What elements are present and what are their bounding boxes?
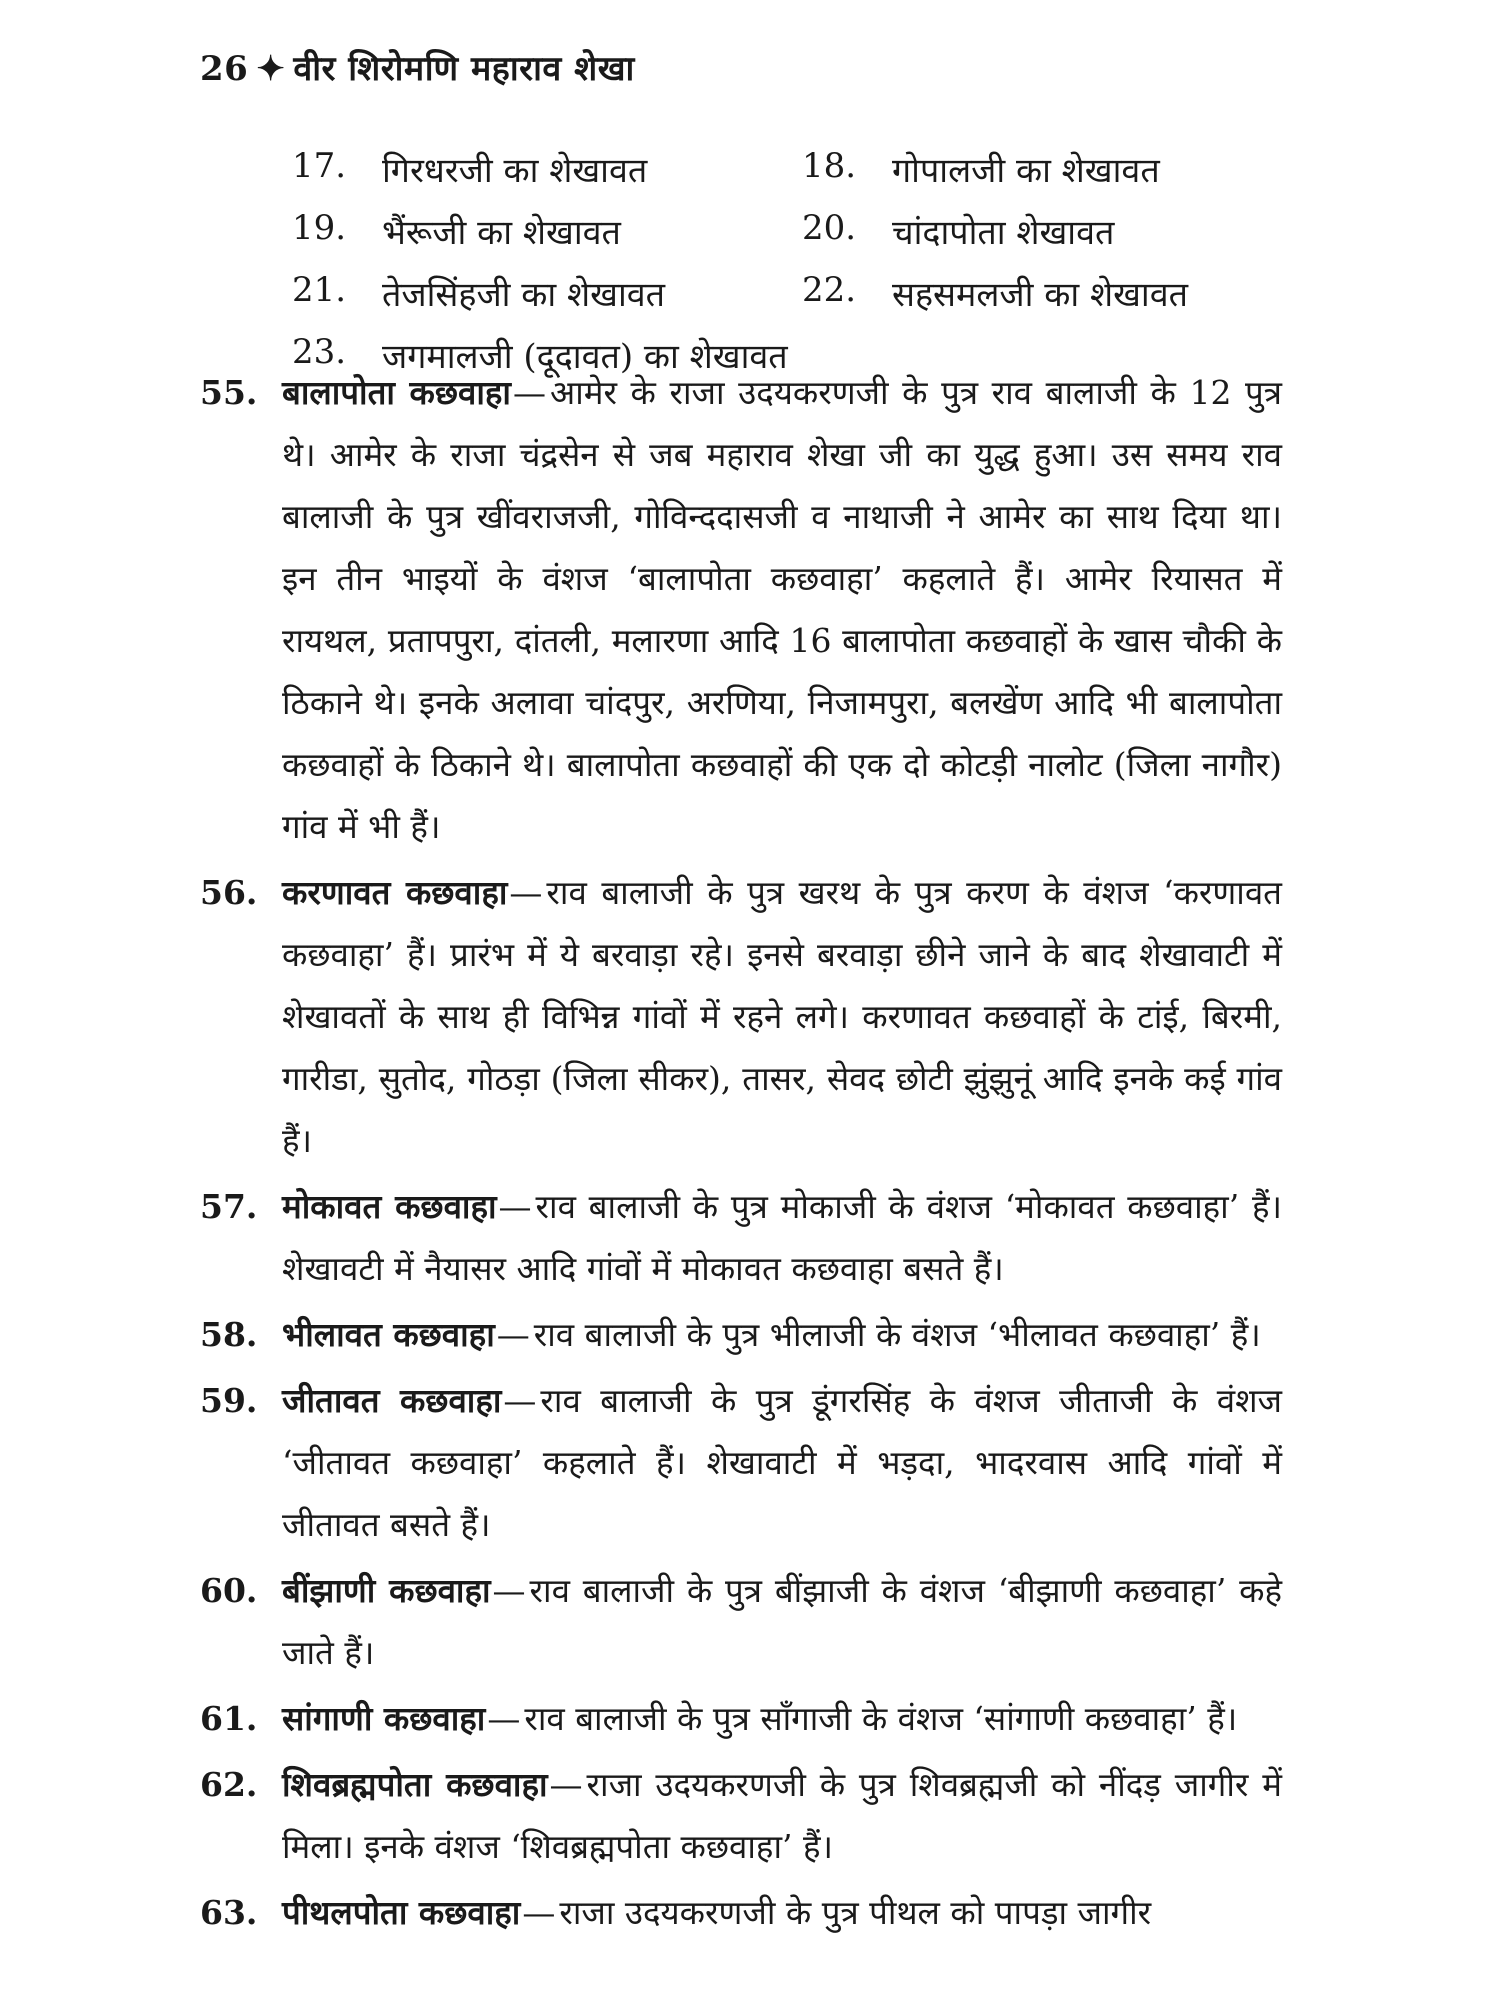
- em-dash: —: [512, 373, 546, 412]
- entry-body: [282, 362, 1282, 858]
- entry-body: [282, 862, 1282, 1172]
- entry-body: [282, 1882, 1282, 1944]
- sub-clan-list: [292, 138, 1312, 386]
- entry-title: सांगाणी कछवाहा: [282, 1699, 486, 1738]
- page-header: [200, 44, 635, 90]
- entry-number: 60.: [200, 1571, 258, 1610]
- em-dash: —: [496, 1315, 530, 1354]
- entry-title: बींझाणी कछवाहा: [282, 1571, 491, 1610]
- entry-title: करणावत कछवाहा: [282, 873, 508, 912]
- entry-text: राव बालाजी के पुत्र खरथ के पुत्र करण के वंशज ‘करणावत कछवाहा’ हैं। प्रारंभ में ये बरवाड़ा रहे। इनसे बरवाड़ा छीने जाने के बाद शेखावाटी में शेखावतों के साथ ही विभिन्न गांवों में रहने लगे। करणावत कछवाहों के टांई, बिरमी, गारीडा, सुतोद, गोठड़ा (जिला सीकर), तासर, सेवद छोटी झुंझुनूं आदि इनके कई गांव हैं।: [282, 873, 1282, 1160]
- entry-title: शिवब्रह्मपोता कछवाहा: [282, 1765, 548, 1804]
- entry-title: पीथलपोता कछवाहा: [282, 1893, 521, 1932]
- sub-list-item: 17. गिरधरजी का शेखावत: [292, 146, 648, 191]
- page-number: 26: [200, 49, 249, 89]
- clan-entry: [200, 1754, 1290, 1878]
- clan-entry: [200, 1176, 1290, 1300]
- entry-text: राव बालाजी के पुत्र भीलाजी के वंशज ‘भीलावत कछवाहा’ हैं।: [533, 1315, 1261, 1354]
- em-dash: —: [522, 1893, 556, 1932]
- clan-entry: [200, 1882, 1290, 1944]
- sub-list-item: 22. सहसमलजी का शेखावत: [802, 270, 1188, 315]
- clan-entry: [200, 362, 1290, 858]
- em-dash: —: [503, 1381, 537, 1420]
- entry-title: भीलावत कछवाहा: [282, 1315, 495, 1354]
- sub-list-row: [292, 138, 1312, 200]
- entry-text: राजा उदयकरणजी के पुत्र शिवब्रह्मजी को नींदड़ जागीर में मिला। इनके वंशज ‘शिवब्रह्मपोता कछवाहा’ हैं।: [282, 1765, 1282, 1866]
- sub-list-item: 19. भैंरूजी का शेखावत: [292, 208, 621, 253]
- entry-title: जीतावत कछवाहा: [282, 1381, 502, 1420]
- clan-entry: [200, 1304, 1290, 1366]
- entry-title: मोकावत कछवाहा: [282, 1187, 497, 1226]
- entry-body: [282, 1176, 1282, 1300]
- entry-text: राव बालाजी के पुत्र डूंगरसिंह के वंशज जीताजी के वंशज ‘जीतावत कछवाहा’ कहलाते हैं। शेखावाटी में भड़दा, भादरवास आदि गांवों में जीतावत बसते हैं।: [282, 1381, 1283, 1544]
- entry-number: 59.: [200, 1381, 258, 1420]
- sub-list-item: 20. चांदापोता शेखावत: [802, 208, 1115, 253]
- em-dash: —: [492, 1571, 526, 1610]
- entry-number: 63.: [200, 1893, 258, 1932]
- entry-number: 57.: [200, 1187, 258, 1226]
- em-dash: —: [549, 1765, 583, 1804]
- sub-list-row: [292, 200, 1312, 262]
- entry-number: 62.: [200, 1765, 258, 1804]
- entry-number: 55.: [200, 373, 258, 412]
- entry-number: 56.: [200, 873, 258, 912]
- em-dash: —: [487, 1699, 521, 1738]
- entry-title: बालापोता कछवाहा: [282, 373, 511, 412]
- star-separator-icon: ✦: [256, 49, 286, 89]
- entry-body: [282, 1688, 1282, 1750]
- entry-text: राव बालाजी के पुत्र मोकाजी के वंशज ‘मोकावत कछवाहा’ हैं। शेखावटी में नैयासर आदि गांवों में मोकावत कछवाहा बसते हैं।: [282, 1187, 1282, 1288]
- clan-entries: [200, 362, 1290, 1948]
- entry-text: राजा उदयकरणजी के पुत्र पीथल को पापड़ा जागीर: [559, 1893, 1152, 1932]
- entry-text: आमेर के राजा उदयकरणजी के पुत्र राव बालाजी के 12 पुत्र थे। आमेर के राजा चंद्रसेन से जब महाराव शेखा जी का युद्ध हुआ। उस समय राव बालाजी के पुत्र खींवराजजी, गोविन्ददासजी व नाथाजी ने आमेर का साथ दिया था। इन तीन भाइयों के वंशज ‘बालापोता कछवाहा’ कहलाते हैं। आमेर रियासत में रायथल, प्रतापपुरा, दांतली, मलारणा आदि 16 बालापोता कछवाहों के खास चौकी के ठिकाने थे। इनके अलावा चांदपुर, अरणिया, निजामपुरा, बलखेंण आदि भी बालापोता कछवाहों के ठिकाने थे। बालापोता कछवाहों की एक दो कोटड़ी नालोट (जिला नागौर) गांव में भी हैं।: [282, 373, 1282, 846]
- sub-list-item: 21. तेजसिंहजी का शेखावत: [292, 270, 666, 315]
- book-title: वीर शिरोमणि महाराव शेखा: [293, 49, 635, 89]
- entry-body: [282, 1304, 1282, 1366]
- entry-text: राव बालाजी के पुत्र बींझाजी के वंशज ‘बीझाणी कछवाहा’ कहे जाते हैं।: [282, 1571, 1282, 1672]
- entry-text: राव बालाजी के पुत्र साँगाजी के वंशज ‘सांगाणी कछवाहा’ हैं।: [524, 1699, 1238, 1738]
- clan-entry: [200, 1370, 1290, 1556]
- clan-entry: [200, 1688, 1290, 1750]
- clan-entry: [200, 862, 1290, 1172]
- entry-body: [282, 1370, 1282, 1556]
- sub-list-item: 23. जगमालजी (दूदावत) का शेखावत: [292, 332, 788, 377]
- entry-body: [282, 1754, 1282, 1878]
- entry-number: 61.: [200, 1699, 258, 1738]
- entry-number: 58.: [200, 1315, 258, 1354]
- sub-list-row: [292, 262, 1312, 324]
- em-dash: —: [509, 873, 543, 912]
- entry-body: [282, 1560, 1282, 1684]
- clan-entry: [200, 1560, 1290, 1684]
- sub-list-item: 18. गोपालजी का शेखावत: [802, 146, 1160, 191]
- em-dash: —: [498, 1187, 532, 1226]
